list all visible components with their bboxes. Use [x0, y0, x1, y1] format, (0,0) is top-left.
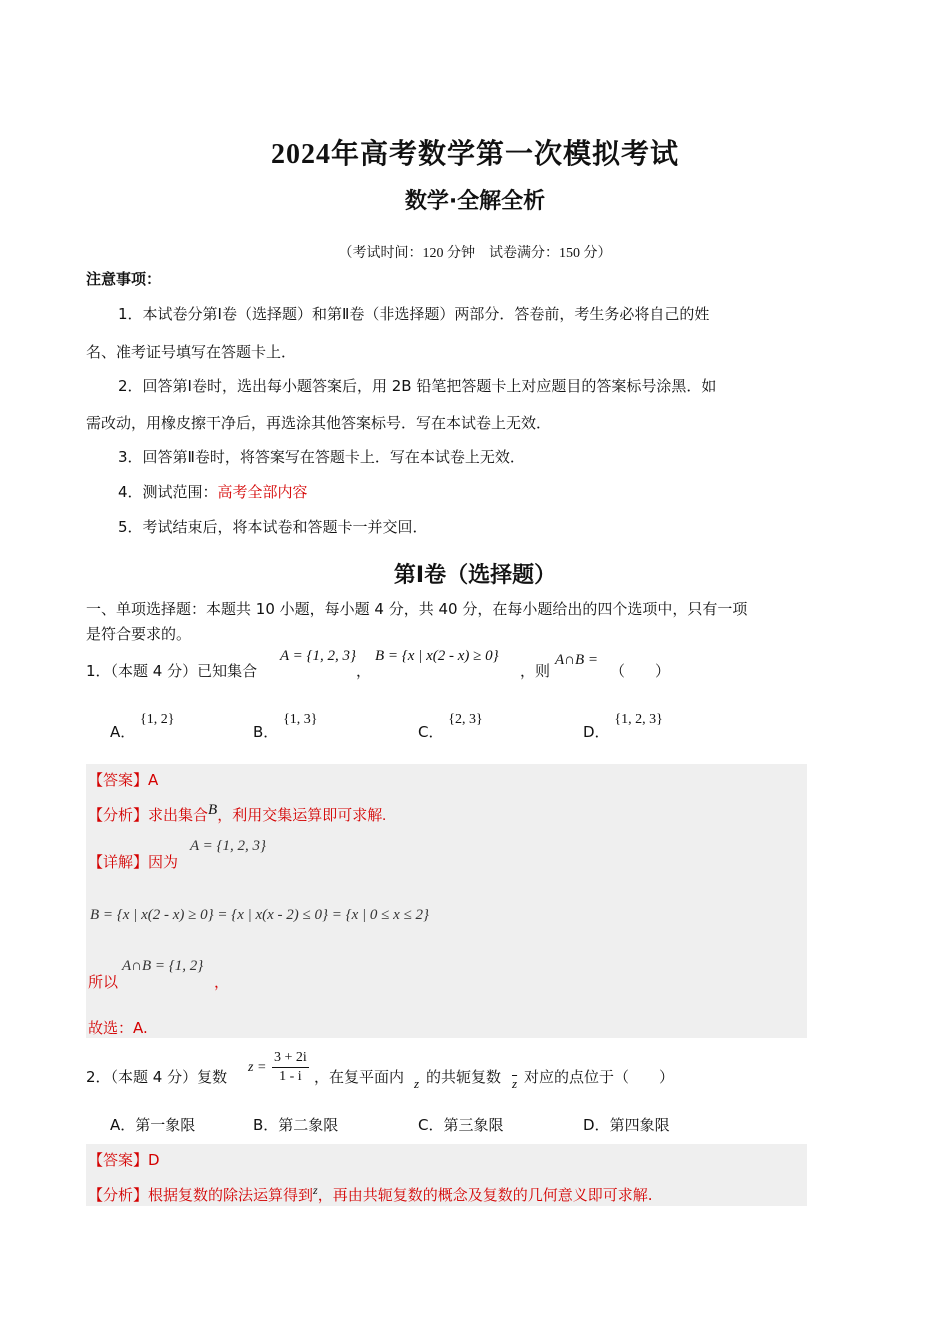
- q1-analysis: [88, 804, 386, 825]
- q1-separator: ，: [356, 662, 372, 680]
- q1-option-d[interactable]: [583, 712, 663, 742]
- question-2-prefix: 2．（本题 4 分）复数: [86, 1068, 228, 1086]
- analysis-text-a: 求出集合: [148, 806, 209, 824]
- q2-fraction: [272, 1049, 309, 1086]
- option-letter: B．: [253, 1116, 279, 1134]
- page-subtitle: 数学·全解全析: [404, 189, 546, 214]
- option-value: {2, 3}: [448, 712, 483, 727]
- option-value: {1, 2, 3}: [614, 712, 663, 727]
- q2-option-c[interactable]: [418, 1114, 504, 1135]
- q1-detail-set-b: B = {x | x(2 - x) ≥ 0} = {x | x(x - 2) ≤ 0} = {x | 0 ≤ x ≤ 2}: [90, 907, 430, 923]
- q1-so-comma: ，: [214, 973, 230, 991]
- exam-info: （考试时间：120 分钟 试卷满分：150 分）: [338, 246, 612, 261]
- page-title: 2024年高考数学第一次模拟考试: [270, 139, 679, 170]
- q2-mid: ，在复平面内: [314, 1068, 405, 1086]
- fraction-numerator: 3 + 2i: [272, 1049, 309, 1068]
- notice-item-2b: 需改动，用橡皮擦干净后，再选涂其他答案标号．写在本试卷上无效．: [86, 414, 552, 432]
- q1-option-b[interactable]: [253, 712, 318, 742]
- q1-set-b: B = {x | x(2 - x) ≥ 0}: [375, 648, 499, 664]
- q1-set-a: A = {1, 2, 3}: [280, 648, 357, 664]
- analysis-text-a: 根据复数的除法运算得到: [148, 1186, 314, 1204]
- q2-option-a[interactable]: [110, 1114, 195, 1135]
- q2-z-var: z: [414, 1076, 420, 1091]
- q1-so-text: 所以: [88, 973, 119, 991]
- section-title: 第Ⅰ卷（选择题）: [393, 563, 557, 588]
- analysis-label: 【分析】: [88, 1186, 149, 1204]
- q1-expression: A∩B =: [555, 652, 599, 668]
- q2-answer: 【答案】D: [88, 1151, 160, 1169]
- analysis-text-b: ，再由共轭复数的概念及复数的几何意义即可求解.: [317, 1186, 653, 1204]
- option-letter: A．: [110, 723, 136, 741]
- q1-detail-set-a: A = {1, 2, 3}: [190, 838, 267, 854]
- option-letter: A．: [110, 1116, 136, 1134]
- q1-so-expression: A∩B = {1, 2}: [122, 958, 204, 974]
- q2-z-conjugate: $\overline{z}$: [512, 1076, 518, 1091]
- option-value: 第四象限: [609, 1116, 670, 1134]
- analysis-text-b: ，利用交集运算即可求解.: [217, 808, 386, 824]
- notice-item-1a: 1．本试卷分第Ⅰ卷（选择题）和第Ⅱ卷（非选择题）两部分．答卷前，考生务必将自己的姓: [118, 305, 710, 323]
- section-intro-b: 是符合要求的。: [86, 625, 192, 643]
- q1-option-a[interactable]: [110, 712, 175, 742]
- option-letter: C．: [418, 723, 444, 741]
- section-intro-a: 一、单项选择题：本题共 10 小题，每小题 4 分，共 40 分，在每小题给出的四个选项中，只有一项: [86, 600, 748, 618]
- notice-item-4: [118, 481, 308, 502]
- analysis-label: 【分析】: [88, 806, 149, 824]
- q1-suffix: ，则: [520, 662, 551, 680]
- option-value: {1, 3}: [283, 712, 318, 727]
- question-1-prefix: 1．（本题 4 分）已知集合: [86, 662, 258, 680]
- analysis-var: B: [208, 802, 218, 818]
- q1-paren: （ ）: [610, 662, 671, 680]
- notice-item-5: 5．考试结束后，将本试卷和答题卡一并交回．: [118, 518, 428, 536]
- detail-text: 因为: [148, 853, 179, 871]
- notice-heading: 注意事项：: [86, 270, 162, 288]
- notice-item-2a: 2．回答第Ⅰ卷时，选出每小题答案后，用 2B 铅笔把答题卡上对应题目的答案标号涂黑．如: [118, 377, 717, 395]
- q2-option-b[interactable]: [253, 1114, 338, 1135]
- notice-item-3: 3．回答第Ⅱ卷时，将答案写在答题卡上．写在本试卷上无效．: [118, 448, 525, 466]
- notice-item-1b: 名、准考证号填写在答题卡上．: [86, 343, 297, 361]
- option-letter: C．: [418, 1116, 444, 1134]
- option-value: 第一象限: [135, 1116, 196, 1134]
- test-scope: 高考全部内容: [217, 483, 308, 501]
- q2-option-d[interactable]: [583, 1114, 670, 1135]
- q1-detail: [88, 851, 178, 872]
- q2-analysis: [88, 1184, 652, 1205]
- fraction-denominator: 1 - i: [279, 1069, 302, 1084]
- detail-label: 【详解】: [88, 853, 149, 871]
- option-value: 第二象限: [278, 1116, 339, 1134]
- option-value: {1, 2}: [140, 712, 175, 727]
- q1-answer: 【答案】A: [88, 771, 159, 789]
- q1-choose: 故选：A.: [88, 1019, 148, 1037]
- option-letter: D．: [583, 1116, 610, 1134]
- q1-option-c[interactable]: [418, 712, 483, 742]
- q2-z: z =: [248, 1060, 267, 1075]
- notice-item-4-prefix: 4．测试范围：: [118, 483, 218, 501]
- q2-suffix: 对应的点位于（ ）: [524, 1068, 675, 1086]
- option-value: 第三象限: [443, 1116, 504, 1134]
- analysis-var: z: [313, 1183, 318, 1197]
- q2-mid2: 的共轭复数: [426, 1068, 502, 1086]
- option-letter: B．: [253, 723, 279, 741]
- option-letter: D．: [583, 723, 610, 741]
